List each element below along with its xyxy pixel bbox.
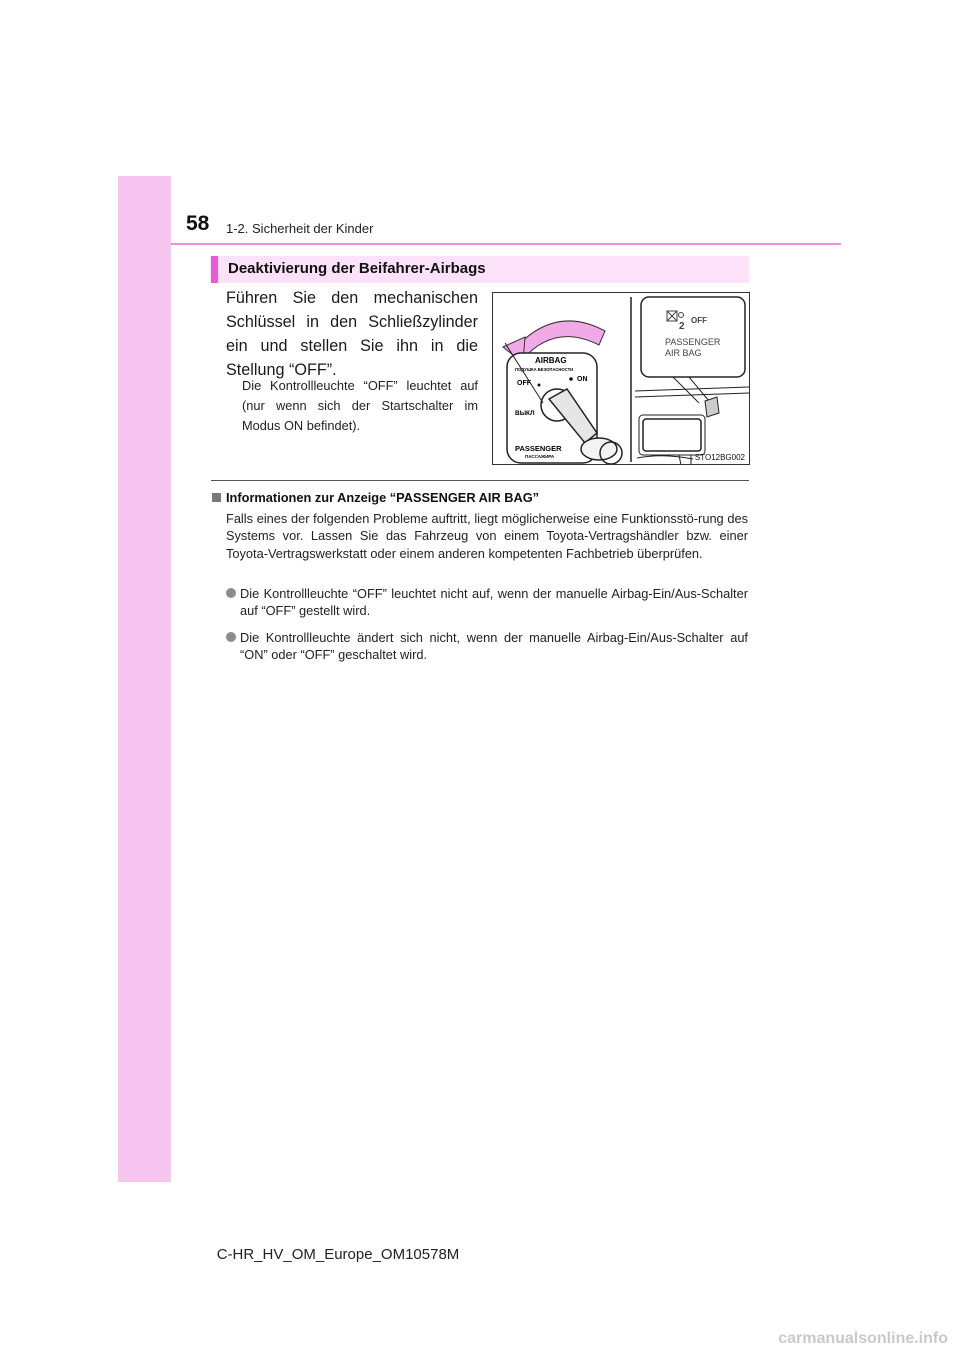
list-item — [226, 629, 748, 664]
page-number: 58 — [186, 212, 210, 235]
list-item — [226, 585, 748, 620]
switch-label-airbag: AIRBAG — [535, 356, 567, 365]
airbag-switch-illustration — [492, 292, 750, 465]
switch-label-airbag-ru: ПОДУШКА БЕЗОПАСНОСТИ — [515, 367, 574, 372]
section-title: Deaktivierung der Beifahrer-Airbags — [228, 260, 486, 277]
info-heading — [212, 490, 539, 505]
indicator-off-label: OFF — [691, 316, 707, 325]
list-item-text: Die Kontrollleuchte ändert sich nicht, wenn der manuelle Airbag-Ein/Aus-Schalter auf “ON” oder “OFF” geschaltet wird. — [240, 630, 748, 663]
indicator-label-line2: AIR BAG — [665, 348, 702, 358]
info-paragraph: Falls eines der folgenden Probleme auftritt, liegt möglicherweise eine Funktionsstö-rung des Systems vor. Lassen Sie das Fahrzeug von einem Toyota-Vertragshändler bzw. einer Toyota-Vertragswerkstatt oder einem anderen kompetenten Fachbetrieb überprüfen. — [226, 511, 748, 561]
center-display — [643, 419, 701, 451]
square-bullet-icon — [212, 493, 221, 502]
chapter-title: 1-2. Sicherheit der Kinder — [226, 221, 374, 236]
switch-label-passenger-ru: ПАССАЖИРА — [525, 454, 555, 459]
bullet-dot-icon — [226, 632, 236, 642]
console-lines — [637, 455, 693, 465]
indicator-note: Die Kontrollleuchte “OFF” leuchtet auf (nur wenn sich der Startschalter im Modus ON befindet). — [242, 378, 478, 433]
section-heading — [211, 256, 749, 283]
intro-paragraph: Führen Sie den mechanischen Schlüssel in den Schließzylinder ein und stellen Sie ihn in die Stellung “OFF”. — [226, 289, 478, 379]
dashboard-outline — [635, 387, 749, 397]
indicator-label-line1: PASSENGER — [665, 337, 721, 347]
chapter-sidebar-tab — [118, 176, 171, 1182]
on-dot — [569, 377, 573, 381]
switch-label-on: ON — [577, 376, 588, 383]
figure-code: STO12BG002 — [694, 453, 745, 462]
off-dot — [538, 384, 541, 387]
switch-label-passenger: PASSENGER — [515, 444, 562, 453]
svg-text:2: 2 — [679, 321, 685, 332]
footer-doc-id: C-HR_HV_OM_Europe_OM10578M — [216, 1246, 460, 1263]
info-heading-text: Informationen zur Anzeige “PASSENGER AIR BAG” — [226, 490, 540, 505]
switch-label-off: OFF — [517, 380, 531, 387]
header-rule — [171, 243, 841, 245]
air-vent — [705, 397, 719, 417]
list-item-text: Die Kontrollleuchte “OFF” leuchtet nicht auf, wenn der manuelle Airbag-Ein/Aus-Schalter auf “OFF” gestellt wird. — [240, 586, 748, 619]
section-divider — [211, 480, 749, 481]
watermark: carmanualsonline.info — [778, 1330, 948, 1347]
bullet-dot-icon — [226, 588, 236, 598]
switch-label-off-ru: ВЫКЛ — [515, 410, 535, 417]
